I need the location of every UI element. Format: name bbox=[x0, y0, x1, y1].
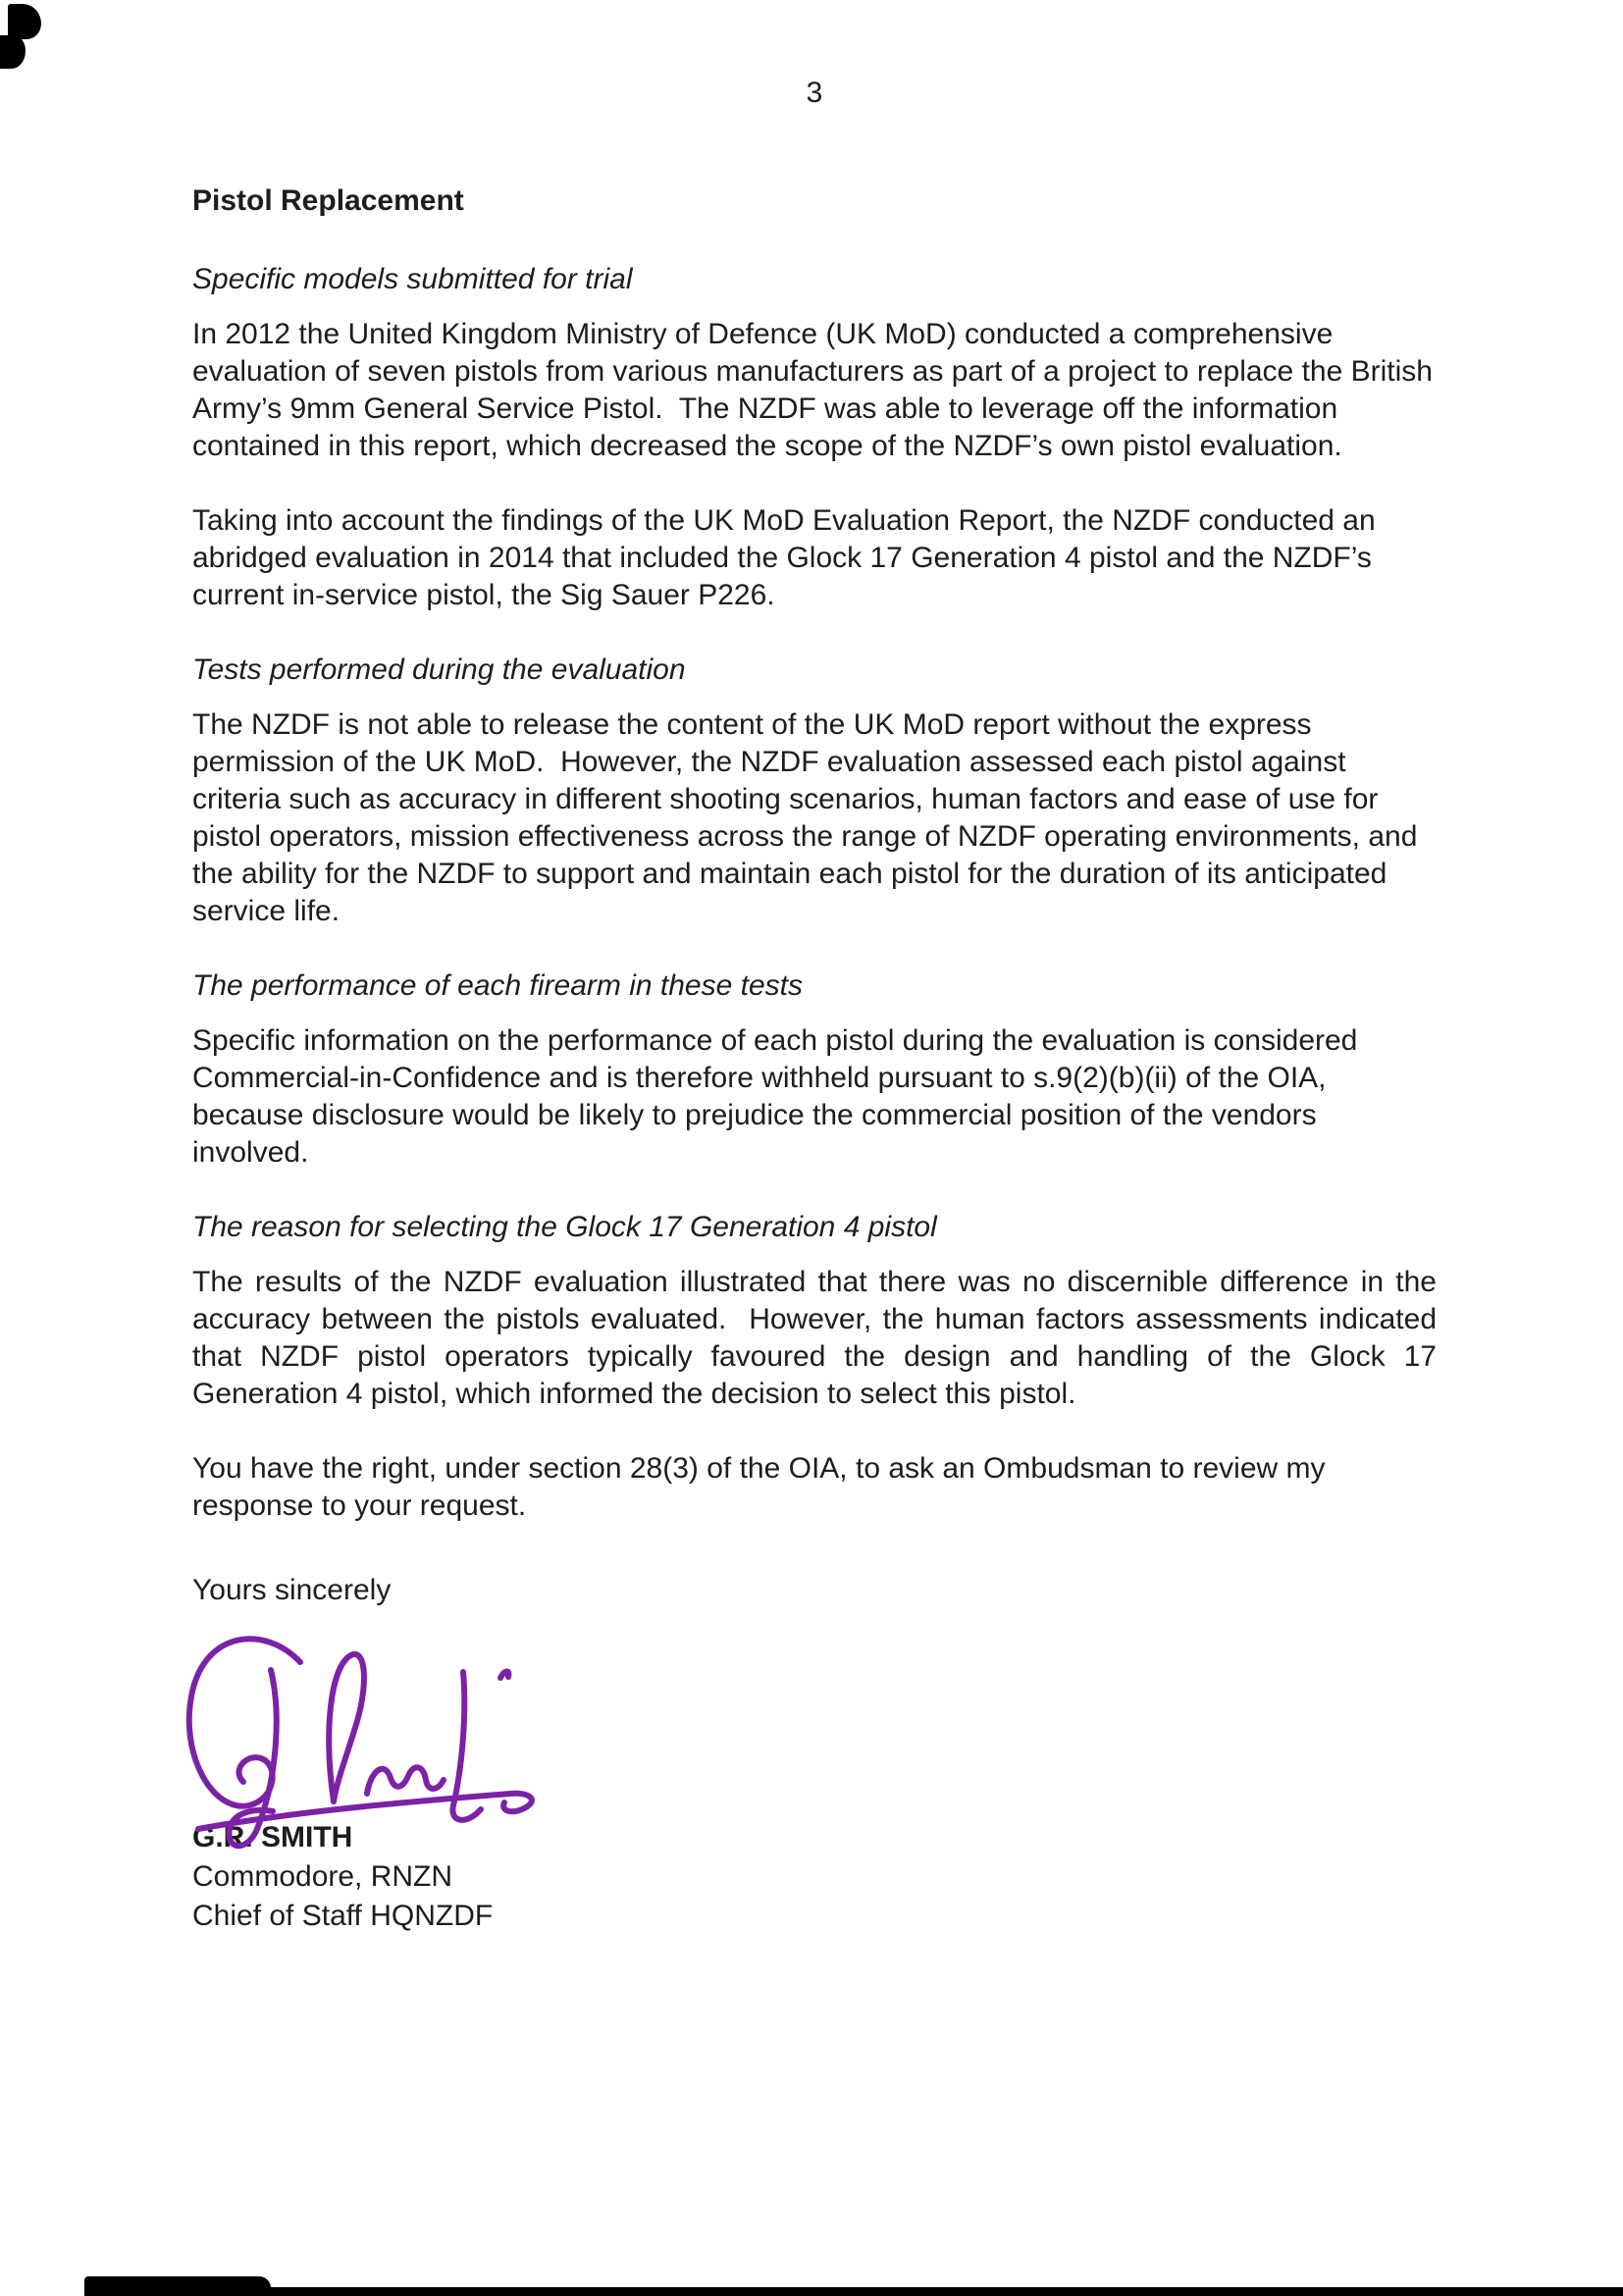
signature-stroke bbox=[329, 1654, 364, 1801]
paragraph: In 2012 the United Kingdom Ministry of Defence (UK MoD) conducted a comprehensive evaluation of seven pistols from various manufacturers as part of a project to replace the British Army’s 9mm General Service Pistol. The NZDF was able to leverage off the information contained in this report, which decreased the scope of the NZDF’s own pistol evaluation. bbox=[192, 318, 1440, 462]
paragraph: The NZDF is not able to release the content of the UK MoD report without the express permission of the UK MoD. However, the NZDF evaluation assessed each pistol against criteria such as accuracy in different shooting scenarios, human factors and ease of use for pistol operators, mission effectiveness across the range of NZDF operating environments, and the ability for the NZDF to support and maintain each pistol for the duration of its anticipated service life. bbox=[192, 708, 1426, 927]
section-reason-for-selection bbox=[192, 1209, 1445, 1413]
letter-heading: Pistol Replacement bbox=[192, 184, 464, 217]
signatory-name: G.R. SMITH bbox=[192, 1821, 353, 1853]
paragraph: Specific information on the performance of each pistol during the evaluation is considered Commercial-in-Confidence and is therefore withheld pursuant to s.9(2)(b)(ii) of the OIA, because disclosure would be likely to prejudice the commercial position of the vendors involved. bbox=[192, 1024, 1366, 1169]
letter-body bbox=[192, 75, 1445, 1936]
signatory-rank: Commodore, RNZN bbox=[192, 1860, 453, 1893]
section-subheading: Tests performed during the evaluation bbox=[192, 653, 686, 686]
ombudsman-rights-paragraph: You have the right, under section 28(3) of the OIA, to ask an Ombudsman to review my response to your request. bbox=[192, 1452, 1334, 1522]
paragraph: The results of the NZDF evaluation illustrated that there was no discernible difference in the accuracy between the pistols evaluated. However, the human factors assessments indicated that NZDF pistol operators typically favoured the design and handling of the Glock 17 Generation 4 pistol, which informed the decision to select this pistol. bbox=[192, 1266, 1445, 1410]
signature-block bbox=[192, 1617, 1437, 1818]
section-subheading: The performance of each firearm in these tests bbox=[192, 969, 803, 1002]
section-models-submitted bbox=[192, 261, 1440, 614]
section-performance bbox=[192, 967, 1437, 1172]
handwritten-signature bbox=[175, 1617, 597, 1880]
signature-stroke bbox=[189, 1639, 300, 1805]
scan-artifact-bottom-line bbox=[84, 2287, 1623, 2296]
paragraph: Taking into account the findings of the UK MoD Evaluation Report, the NZDF conducted an abridged evaluation in 2014 that included the Glock 17 Generation 4 pistol and the NZDF’s current in-service pistol, the Sig Sauer P226. bbox=[192, 504, 1385, 611]
scan-artifact-top-left-1 bbox=[8, 4, 41, 39]
valediction: Yours sincerely bbox=[192, 1574, 392, 1606]
section-subheading: The reason for selecting the Glock 17 Generation 4 pistol bbox=[192, 1211, 937, 1243]
signature-stroke bbox=[367, 1767, 444, 1794]
signatory-position: Chief of Staff HQNZDF bbox=[192, 1900, 494, 1932]
section-tests-performed bbox=[192, 652, 1437, 930]
section-subheading: Specific models submitted for trial bbox=[192, 263, 633, 295]
page-number: 3 bbox=[806, 77, 823, 109]
scan-artifact-top-left-2 bbox=[0, 35, 26, 69]
signature-stroke bbox=[500, 1671, 508, 1678]
